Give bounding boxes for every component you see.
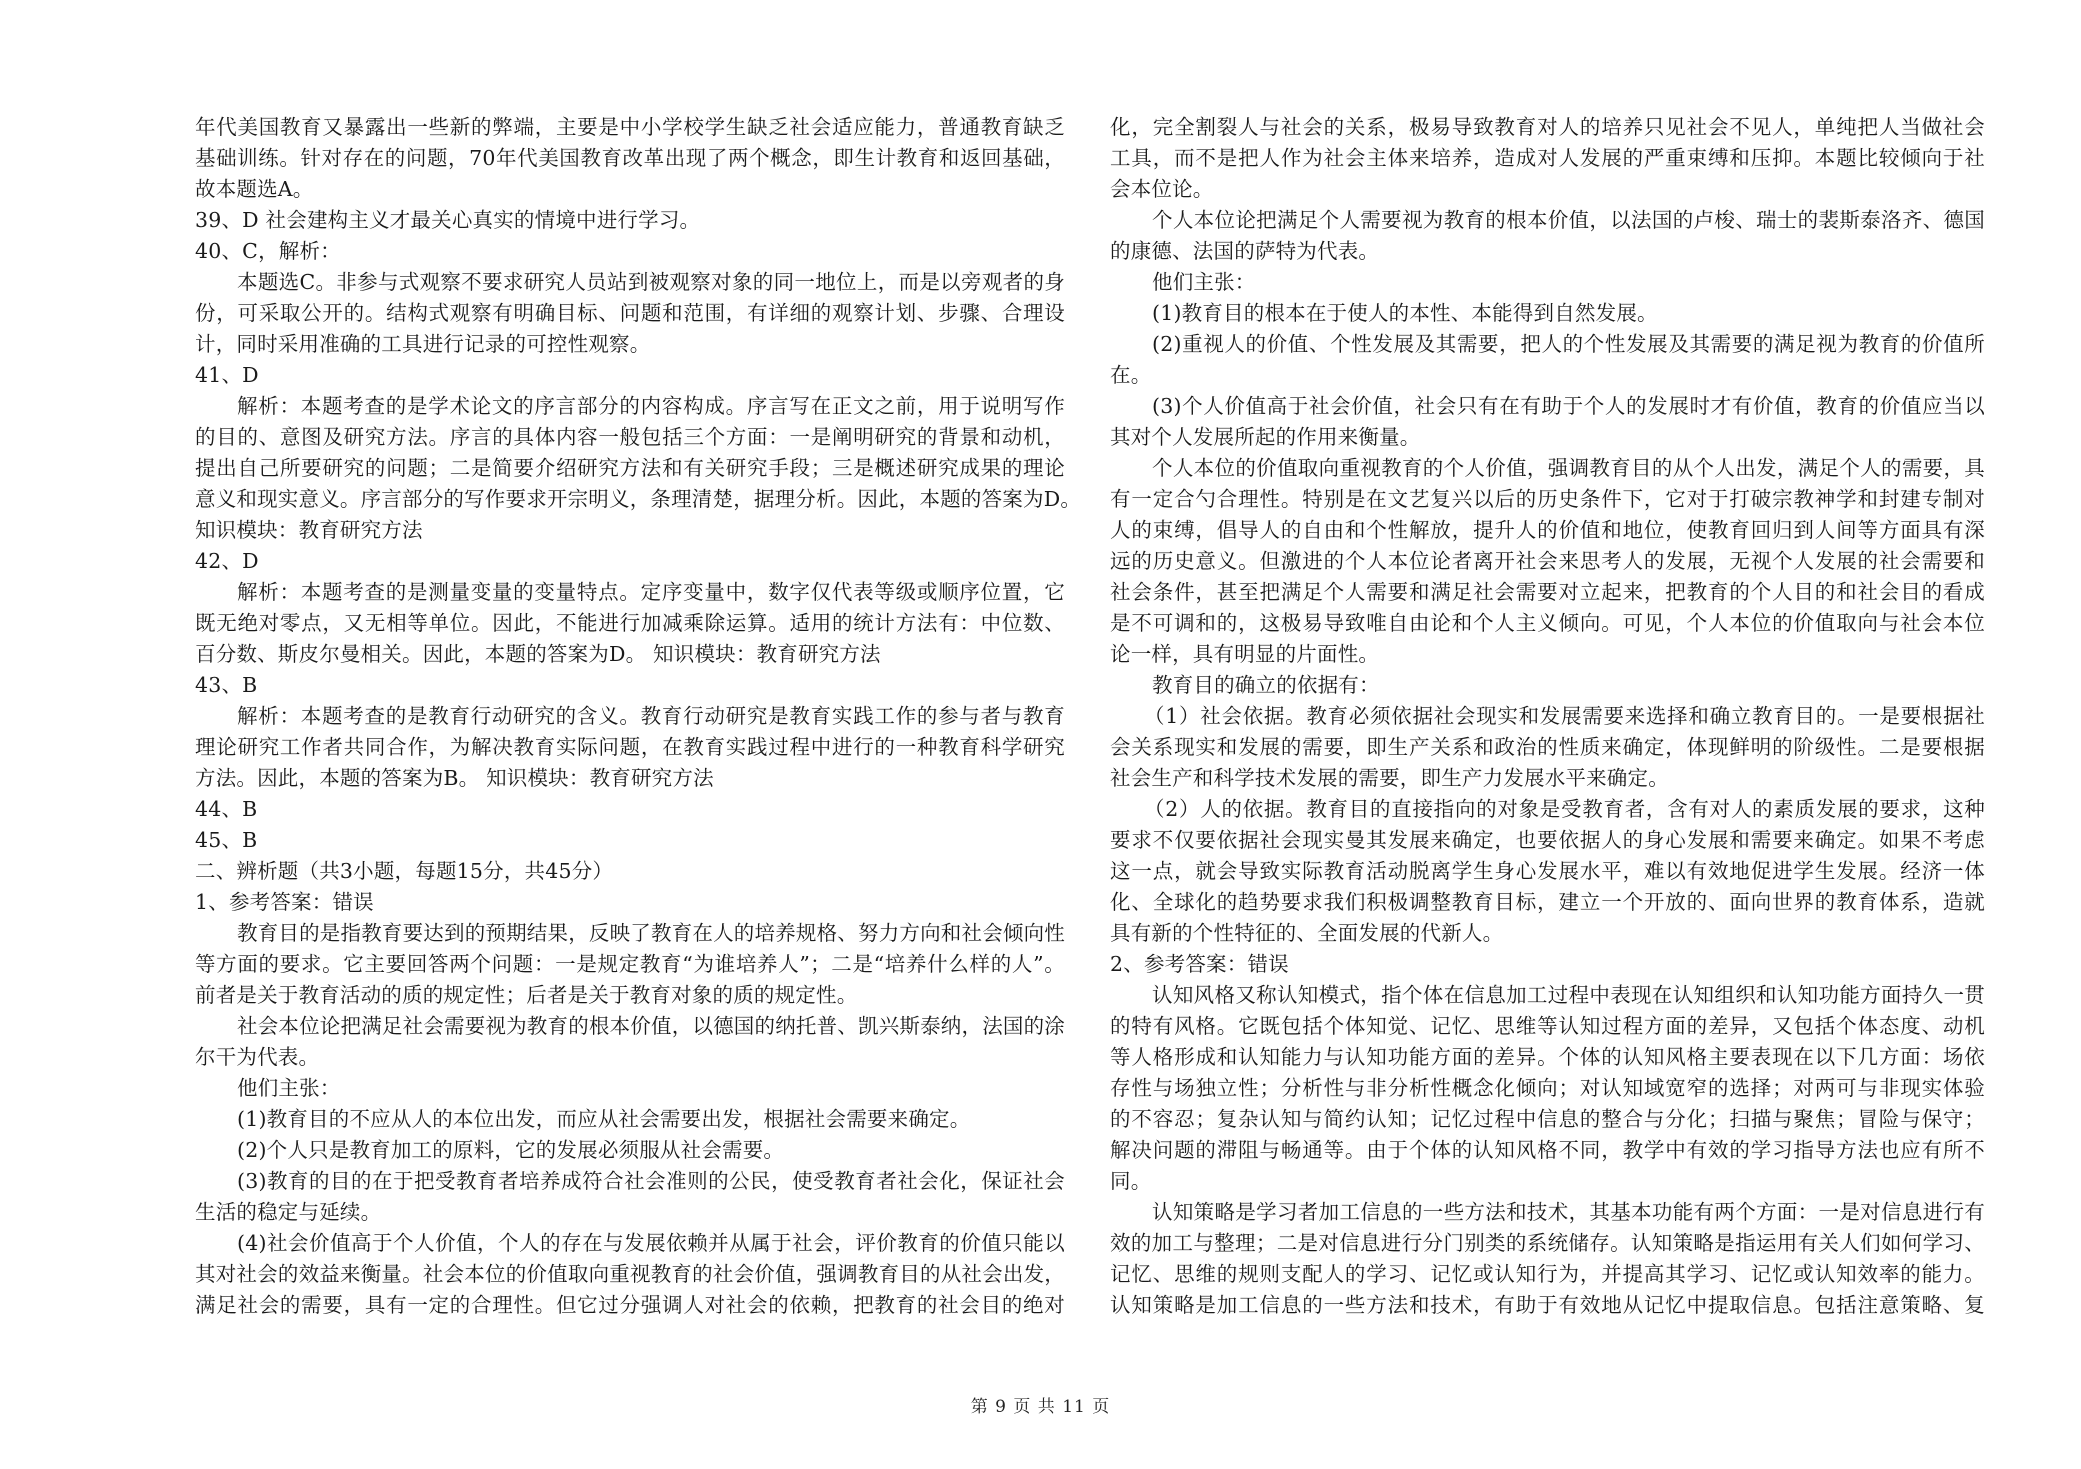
text-line: 理论研究工作者共同合作，为解决教育实际问题，在教育实践过程中进行的一种教育科学研究 (195, 735, 1065, 759)
text-line: 本题选C。非参与式观察不要求研究人员站到被观察对象的同一地位上，而是以旁观者的身 (237, 270, 1065, 294)
text-line: 个人本位论把满足个人需要视为教育的根本价值，以法国的卢梭、瑞士的裴斯泰洛齐、德国 (1152, 208, 1985, 232)
text-line: 论一样，具有明显的片面性。 (1110, 642, 1380, 666)
text-line: 其对社会的效益来衡量。社会本位的价值取向重视教育的社会价值，强调教育目的从社会出发， (195, 1262, 1065, 1286)
text-line: 份，可采取公开的。结构式观察有明确目标、问题和范围，有详细的观察计划、步骤、合理设 (195, 301, 1065, 325)
text-line: 解析：本题考查的是教育行动研究的含义。教育行动研究是教育实践工作的参与者与教育 (237, 704, 1065, 728)
text-line: 化，完全割裂人与社会的关系，极易导致教育对人的培养只见社会不见人，单纯把人当做社会 (1110, 115, 1985, 139)
text-line: 认知策略是加工信息的一些方法和技术，有助于有效地从记忆中提取信息。包括注意策略、复 (1110, 1293, 1985, 1317)
text-line: 化、全球化的趋势要求我们积极调整教育目标，建立一个开放的、面向世界的教育体系，造就 (1110, 890, 1985, 914)
text-line: 解析：本题考查的是测量变量的变量特点。定序变量中，数字仅代表等级或顺序位置，它 (237, 580, 1065, 604)
text-line: 他们主张： (237, 1076, 341, 1100)
text-line: 有一定合勺合理性。特别是在文艺复兴以后的历史条件下，它对于打破宗教神学和封建专制对 (1110, 487, 1985, 511)
left-column (195, 112, 1082, 1321)
text-line: 41、D (195, 363, 259, 387)
text-line: (4)社会价值高于个人价值，个人的存在与发展依赖并从属于社会，评价教育的价值只能以 (237, 1231, 1065, 1255)
text-line: 42、D (195, 549, 259, 573)
text-line: 其对个人发展所起的作用来衡量。 (1110, 425, 1421, 449)
text-line: 故本题选A。 (195, 177, 314, 201)
text-line: 个人本位的价值取向重视教育的个人价值，强调教育目的从个人出发，满足个人的需要，具 (1152, 456, 1985, 480)
text-line: 40、C，解析： (195, 239, 341, 263)
text-line: 解析：本题考查的是学术论文的序言部分的内容构成。序言写在正文之前，用于说明写作 (237, 394, 1065, 418)
text-line: 记忆、思维的规则支配人的学习、记忆或认知行为，并提高其学习、记忆或认知效率的能力。 (1110, 1262, 1985, 1286)
text-line: 百分数、斯皮尔曼相关。因此，本题的答案为D。 知识模块：教育研究方法 (195, 642, 881, 666)
text-line: 是不可调和的，这极易导致唯自由论和个人主义倾向。可见，个人本位的价值取向与社会本位 (1110, 611, 1985, 635)
text-line: 2、参考答案：错误 (1110, 952, 1289, 976)
right-column (1110, 112, 1985, 1321)
text-line: 具有新的个性特征的、全面发展的代新人。 (1110, 921, 1504, 945)
text-line: (2)个人只是教育加工的原料，它的发展必须服从社会需要。 (237, 1138, 785, 1162)
text-line: 的特有风格。它既包括个体知觉、记忆、思维等认知过程方面的差异，又包括个体态度、动机 (1110, 1014, 1985, 1038)
text-line: 的目的、意图及研究方法。序言的具体内容一般包括三个方面：一是阐明研究的背景和动机， (195, 425, 1065, 449)
text-line: (1)教育目的不应从人的本位出发，而应从社会需要出发，根据社会需要来确定。 (237, 1107, 971, 1131)
text-line: 同。 (1110, 1169, 1152, 1193)
text-line: 解决问题的滞阻与畅通等。由于个体的认知风格不同，教学中有效的学习指导方法也应有所不 (1110, 1138, 1985, 1162)
text-line: 的康德、法国的萨特为代表。 (1110, 239, 1380, 263)
text-line: 二、辨析题（共3小题，每题15分，共45分） (195, 859, 614, 883)
text-line: 这一点，就会导致实际教育活动脱离学生身心发展水平，难以有效地促进学生发展。经济一体 (1110, 859, 1985, 883)
text-line: 44、B (195, 797, 258, 821)
text-line: 45、B (195, 828, 258, 852)
text-line: 基础训练。针对存在的问题，70年代美国教育改革出现了两个概念，即生计教育和返回基础， (195, 146, 1065, 170)
page-footer: 第 9 页 共 11 页 (970, 1397, 1111, 1417)
text-line: 人的束缚，倡导人的自由和个性解放，提升人的价值和地位，使教育回归到人间等方面具有深 (1110, 518, 1985, 542)
text-line: 方法。因此，本题的答案为B。 知识模块：教育研究方法 (195, 766, 714, 790)
text-line: (1)教育目的根本在于使人的本性、本能得到自然发展。 (1152, 301, 1658, 325)
text-line: 社会生产和科学技术发展的需要，即生产力发展水平来确定。 (1110, 766, 1669, 790)
text-line: 等方面的要求。它主要回答两个问题：一是规定教育“为谁培养人”；二是“培养什么样的人”。 (195, 952, 1065, 976)
text-line: 生活的稳定与延续。 (195, 1200, 382, 1224)
text-line: 满足社会的需要，具有一定的合理性。但它过分强调人对社会的依赖，把教育的社会目的绝对 (195, 1293, 1065, 1317)
text-line: 认知风格又称认知模式，指个体在信息加工过程中表现在认知组织和认知功能方面持久一贯 (1152, 983, 1985, 1007)
text-line: 存性与场独立性；分析性与非分析性概念化倾向；对认知域宽窄的选择；对两可与非现实体验 (1110, 1076, 1985, 1100)
text-line: 43、B (195, 673, 258, 697)
text-line: 会关系现实和发展的需要，即生产关系和政治的性质来确定，体现鲜明的阶级性。二是要根据 (1110, 735, 1985, 759)
text-line: 要求不仅要依据社会现实曼其发展来确定，也要依据人的身心发展和需要来确定。如果不考虑 (1110, 828, 1985, 852)
text-line: 提出自己所要研究的问题；二是简要介绍研究方法和有关研究手段；三是概述研究成果的理论 (195, 456, 1065, 480)
text-line: 1、参考答案：错误 (195, 890, 374, 914)
text-line: 教育目的是指教育要达到的预期结果，反映了教育在人的培养规格、努力方向和社会倾向性 (237, 921, 1065, 945)
text-line: 意义和现实意义。序言部分的写作要求开宗明义，条理清楚，据理分析。因此，本题的答案为D。 (195, 487, 1082, 511)
text-line: 前者是关于教育活动的质的规定性；后者是关于教育对象的质的规定性。 (195, 983, 858, 1007)
text-line: 教育目的确立的依据有： (1152, 673, 1380, 697)
text-line: 计，同时采用准确的工具进行记录的可控性观察。 (195, 332, 651, 356)
text-line: 等人格形成和认知能力与认知功能方面的差异。个体的认知风格主要表现在以下几方面：场依 (1110, 1045, 1985, 1069)
text-line: (3)教育的目的在于把受教育者培养成符合社会准则的公民，使受教育者社会化，保证社会 (237, 1169, 1065, 1193)
text-line: 年代美国教育又暴露出一些新的弊端，主要是中小学校学生缺乏社会适应能力，普通教育缺乏 (195, 115, 1065, 139)
text-line: 的不容忍；复杂认知与简约认知；记忆过程中信息的整合与分化；扫描与聚焦；冒险与保守； (1110, 1107, 1985, 1131)
text-line: (2)重视人的价值、个性发展及其需要，把人的个性发展及其需要的满足视为教育的价值所 (1152, 332, 1985, 356)
text-line: 远的历史意义。但激进的个人本位论者离开社会来思考人的发展，无视个人发展的社会需要和 (1110, 549, 1985, 573)
text-line: 认知策略是学习者加工信息的一些方法和技术，其基本功能有两个方面：一是对信息进行有 (1152, 1200, 1985, 1224)
text-line: 效的加工与整理；二是对信息进行分门别类的系统储存。认知策略是指运用有关人们如何学习、 (1110, 1231, 1985, 1255)
text-line: （1）社会依据。教育必须依据社会现实和发展需要来选择和确立教育目的。一是要根据社 (1144, 704, 1985, 728)
text-line: 既无绝对零点，又无相等单位。因此，不能进行加减乘除运算。适用的统计方法有：中位数、 (195, 611, 1065, 635)
text-line: 社会条件，甚至把满足个人需要和满足社会需要对立起来，把教育的个人目的和社会目的看成 (1110, 580, 1985, 604)
text-line: 39、D 社会建构主义才最关心真实的情境中进行学习。 (195, 208, 701, 232)
text-line: 会本位论。 (1110, 177, 1214, 201)
text-line: 他们主张： (1152, 270, 1256, 294)
text-line: （2）人的依据。教育目的直接指向的对象是受教育者，含有对人的素质发展的要求，这种 (1144, 797, 1985, 821)
text-line: 知识模块：教育研究方法 (195, 518, 423, 542)
text-line: 社会本位论把满足社会需要视为教育的根本价值，以德国的纳托普、凯兴斯泰纳，法国的涂 (237, 1014, 1065, 1038)
text-line: (3)个人价值高于社会价值，社会只有在有助于个人的发展时才有价值，教育的价值应当以 (1152, 394, 1985, 418)
text-line: 尔干为代表。 (195, 1045, 320, 1069)
text-line: 工具，而不是把人作为社会主体来培养，造成对人发展的严重束缚和压抑。本题比较倾向于社 (1110, 146, 1985, 170)
text-line: 在。 (1110, 363, 1152, 387)
